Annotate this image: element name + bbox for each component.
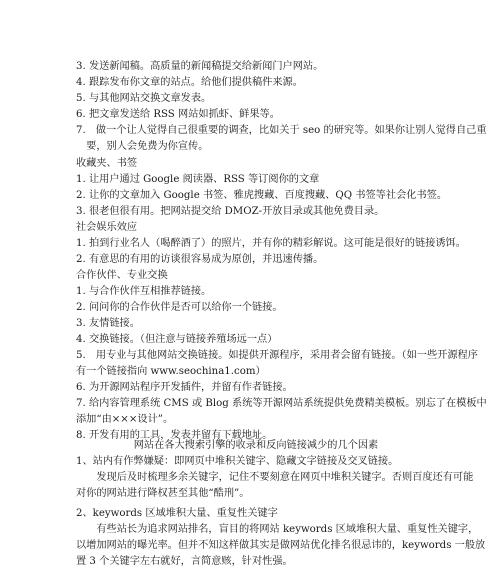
list-item-continuation: 添加“由×××设计”。	[76, 414, 174, 425]
keywords-section	[76, 506, 486, 570]
paragraph-line: 对你的网站进行降权甚至其他“酷刑”。	[76, 488, 250, 499]
list-item: 8. 开发有用的工具，发表并留有下载地址。	[76, 430, 273, 441]
paragraph-line: 置 3 个关键字左右就好，言简意赅，针对性强。	[76, 556, 293, 567]
list-item: 1. 拍到行业名人（喝醉酒了）的照片，并有你的精彩解说。这可能是很好的链接诱饵。	[76, 238, 466, 249]
list-item: 7. 给内容管理系统 CMS 或 Blog 系统等开源网站系统提供免费精美模板。别忘了在模板中	[76, 398, 487, 409]
list-item: 3. 友情链接。	[76, 318, 140, 329]
section-heading: 收藏夹、书签	[76, 158, 138, 169]
list-item: 4. 跟踪发布你文章的站点。给他们提供稿件来源。	[76, 77, 303, 88]
list-item: 7. 做一个让人觉得自己很重要的调查，比如关于 seo 的研究等。如果你让别人觉得自己重	[76, 125, 487, 136]
paragraph-line: 有些站长为追求网站排名，盲目的将网站 keywords 区域堆积大量、重复性关键字，	[76, 524, 479, 535]
list-item: 2. 让你的文章加入 Google 书签、雅虎搜藏、百度搜藏、QQ 书签等社会化书签。	[76, 190, 448, 201]
section-title: 网站在各大搜索引擎的收录和反向链接减少的几个因素	[133, 440, 379, 451]
section-heading: 合作伙伴、专业交换	[76, 270, 168, 281]
list-item: 6. 把文章发送给 RSS 网站如抓虾、鲜果等。	[76, 109, 280, 120]
list-item: 2. 问问你的合作伙伴是否可以给你一个链接。	[76, 302, 283, 313]
list-item: 5. 与其他网站交换文章发表。	[76, 93, 212, 104]
list-item: 5. 用专业与其他网站交换链接。如提供开源程序，采用者会留有链接。（如一些开源程序	[76, 350, 478, 361]
paragraph-line: 以增加网站的曝光率。但并不知这样做其实是做网站优化排名很忌讳的，keywords 一般放	[76, 540, 486, 551]
list-item: 2. 有意思的有用的访谈很容易成为原创，并迅速传播。	[76, 254, 324, 265]
list-item: 4. 交换链接。（但注意与链接养殖场远一点）	[76, 334, 278, 345]
section-heading: 社会娱乐效应	[76, 222, 138, 233]
indexing-factors-section	[76, 438, 474, 502]
list-item: 1. 与合作伙伴互相推荐链接。	[76, 286, 212, 297]
list-item: 6. 为开源网站程序开发插件，并留有作者链接。	[76, 382, 293, 393]
link-building-list-continued	[76, 59, 487, 155]
bookmarks-section	[76, 156, 448, 220]
partners-section	[76, 268, 487, 444]
section-heading: 2、keywords 区域堆积大量、重复性关键字	[76, 508, 278, 519]
list-item-continuation: 要，别人会免费为你宣传。	[76, 141, 209, 152]
list-item: 1. 让用户通过 Google 阅读器、RSS 等订阅你的文章	[76, 174, 320, 185]
paragraph-line: 发现后及时梳理多余关键字，记住不要刻意在网页中堆积关键字。否则百度还有可能	[76, 472, 474, 483]
social-entertainment-section	[76, 220, 466, 268]
list-item: 3. 很老但很有用。把网站提交给 DMOZ-开放目录或其他免费目录。	[76, 206, 385, 217]
list-item: 3. 发送新闻稿。高质量的新闻稿提交给新闻门户网站。	[76, 61, 324, 72]
list-item-continuation: 有一个链接指向 www.seochina1.com）	[76, 366, 266, 377]
paragraph-line: 1、站内有作弊嫌疑：即网页中堆积关键字、隐藏文字链接及交叉链接。	[76, 456, 399, 467]
